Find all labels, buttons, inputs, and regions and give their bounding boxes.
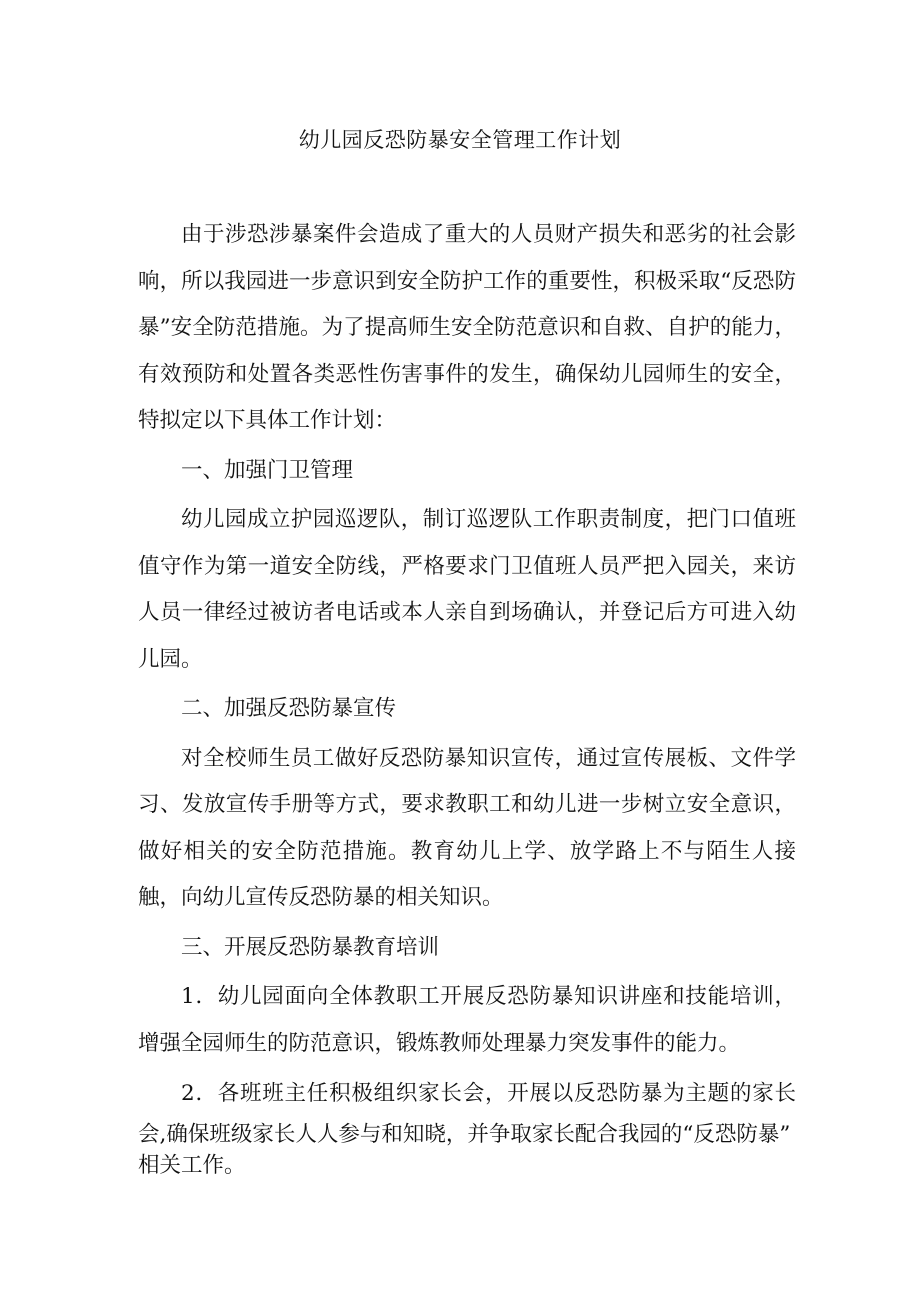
section-paragraph-2: 对全校师生员工做好反恐防暴知识宣传，通过宣传展板、文件学习、发放宣传手册等方式，要求教职工和幼儿进一步树立安全意识，做好相关的安全防范措施。教育幼儿上学、放学路上不与陌生人接触，向幼儿宣传反恐防暴的相关知识。 (138, 745, 796, 910)
section-item-1: 1．幼儿园面向全体教职工开展反恐防暴知识讲座和技能培训，增强全园师生的防范意识，锻炼教师处理暴力突发事件的能力。 (138, 984, 796, 1056)
document-body (138, 212, 796, 1183)
section-item-2-tail: 相关工作。 (138, 1153, 246, 1178)
intro-paragraph: 由于涉恐涉暴案件会造成了重大的人员财产损失和恶劣的社会影响，所以我园进一步意识到安全防护工作的重要性，积极采取“反恐防暴”安全防范措施。为了提高师生安全防范意识和自救、自护的能力，有效预防和处置各类恶性伤害事件的发生，确保幼儿园师生的安全，特拟定以下具体工作计划： (138, 222, 796, 433)
section-heading-2: 二、加强反恐防暴宣传 (181, 696, 397, 721)
section-heading-3: 三、开展反恐防暴教育培训 (181, 934, 440, 960)
section-item-2: 2．各班班主任积极组织家长会，开展以反恐防暴为主题的家长会,确保班级家长人人参与和知晓，并争取家长配合我园的“反恐防暴” (138, 1081, 796, 1147)
document-title: 幼儿园反恐防暴安全管理工作计划 (298, 128, 622, 152)
section-paragraph-1: 幼儿园成立护园巡逻队，制订巡逻队工作职责制度，把门口值班值守作为第一道安全防线，严格要求门卫值班人员严把入园关，来访人员一律经过被访者电话或本人亲自到场确认，并登记后方可进入幼儿园。 (138, 507, 796, 672)
section-heading-1: 一、加强门卫管理 (181, 457, 354, 483)
